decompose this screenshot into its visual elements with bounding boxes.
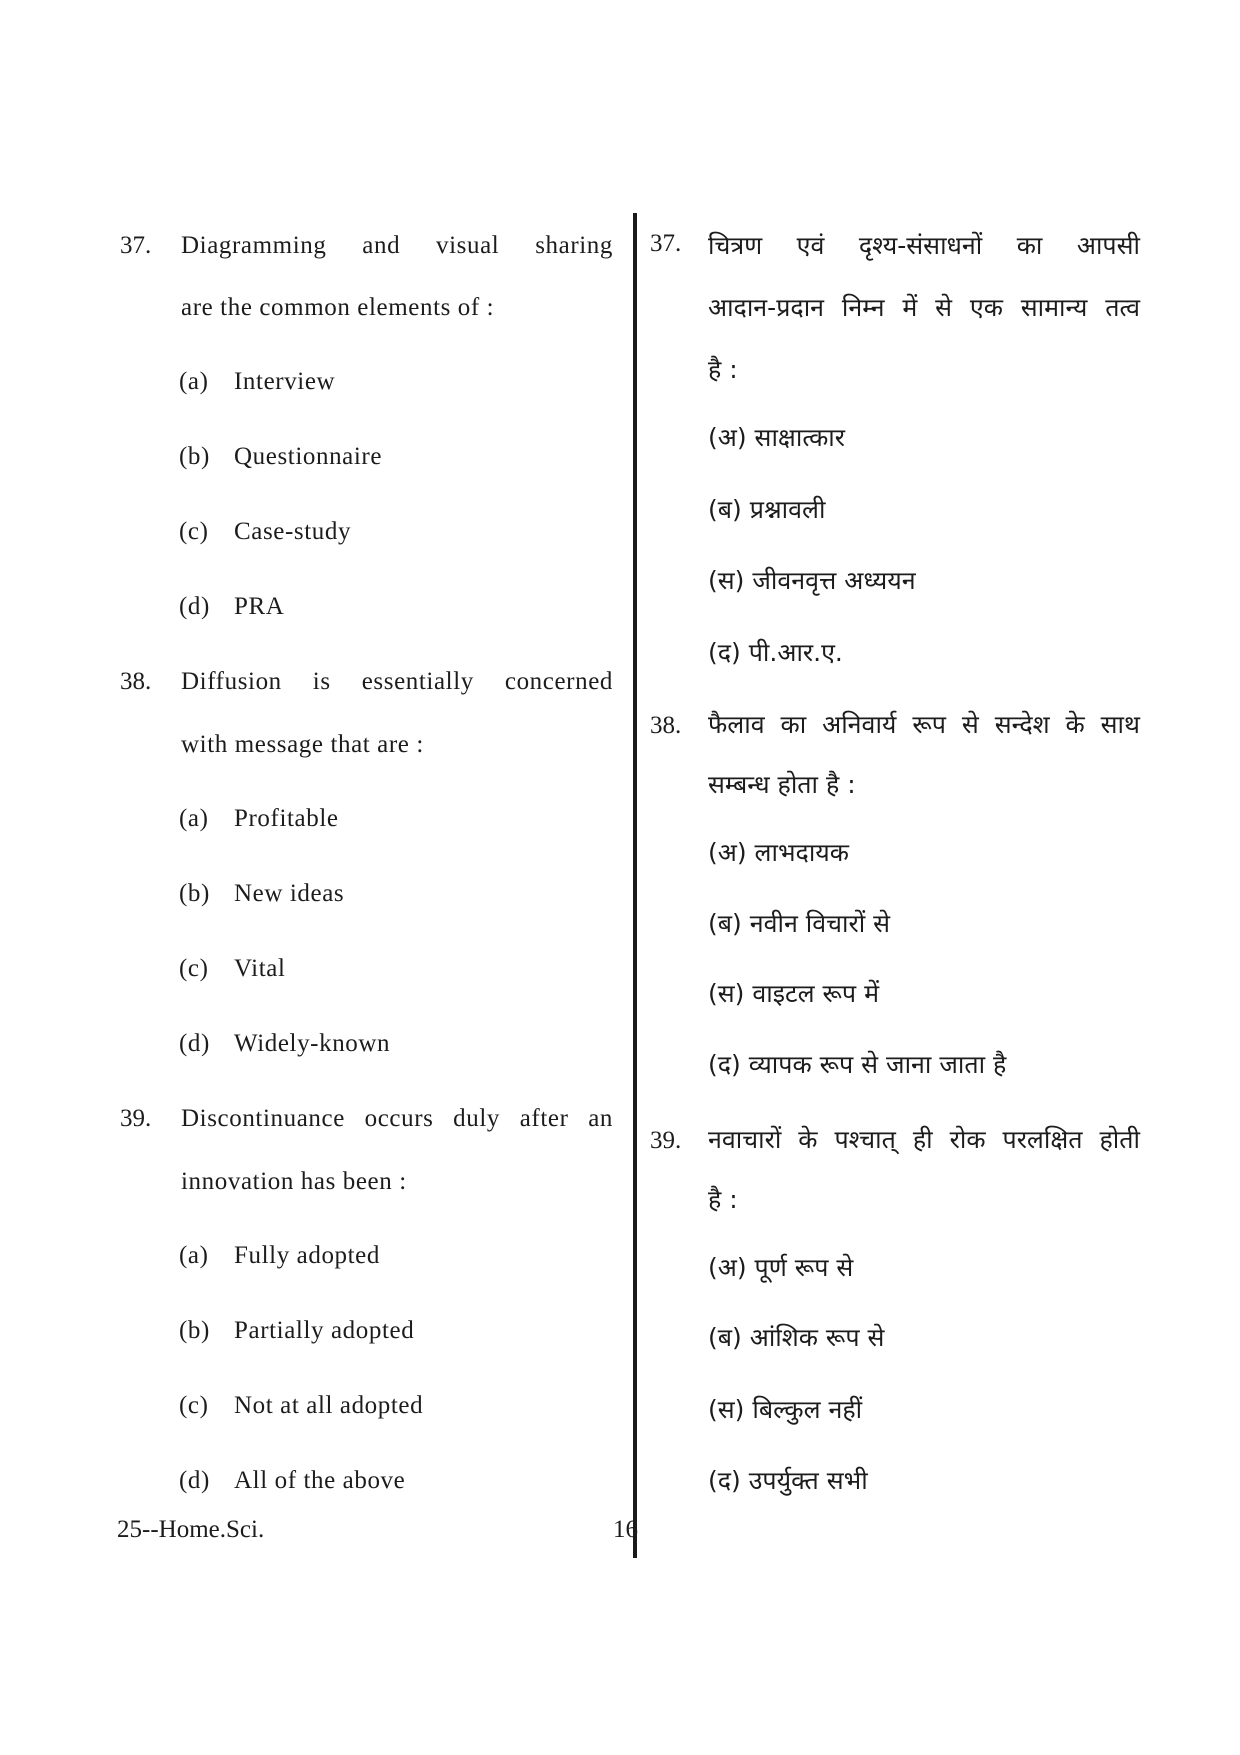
question-number: 37.: [120, 232, 152, 259]
option-b: (ब) आंशिक रूप से: [708, 1323, 885, 1352]
option-label: (b): [179, 880, 210, 907]
option-label: (c): [179, 518, 209, 545]
option-d: [179, 593, 284, 621]
option-b: [179, 443, 382, 471]
option-d: [179, 1467, 405, 1495]
option-a: (अ) साक्षात्कार: [708, 423, 845, 452]
option-label: (b): [179, 1317, 210, 1344]
option-label: (a): [179, 805, 209, 832]
option-label: (d): [179, 1030, 210, 1057]
question-stem-line: innovation has been :: [181, 1168, 407, 1195]
option-a: (अ) पूर्ण रूप से: [708, 1253, 854, 1282]
question-number: 37.: [650, 230, 682, 257]
column-divider: [633, 213, 637, 1558]
paper-code: 25--Home.Sci.: [117, 1516, 265, 1543]
question-stem-line: फैलाव का अनिवार्य रूप से सन्देश के साथ: [708, 710, 1140, 739]
option-a: [179, 805, 339, 833]
question-stem-line: आदान-प्रदान निम्न में से एक सामान्य तत्व: [708, 293, 1140, 322]
option-text: Vital: [234, 955, 286, 982]
option-text: All of the above: [234, 1467, 406, 1494]
option-label: (d): [179, 593, 210, 620]
option-text: Case-study: [234, 518, 352, 545]
option-a: [179, 368, 335, 396]
question-number: 38.: [120, 668, 152, 695]
option-text: Not at all adopted: [234, 1392, 424, 1419]
option-label: (d): [179, 1467, 210, 1494]
question-stem-line: Diffusion is essentially concerned: [181, 668, 613, 695]
question-stem-line: नवाचारों के पश्चात् ही रोक परलक्षित होती: [708, 1125, 1140, 1154]
option-a: [179, 1242, 380, 1270]
option-d: [179, 1030, 390, 1058]
option-d: (द) व्यापक रूप से जाना जाता है: [708, 1050, 1007, 1079]
option-a: (अ) लाभदायक: [708, 838, 850, 867]
option-text: Interview: [234, 368, 336, 395]
option-c: [179, 518, 351, 546]
option-text: Profitable: [234, 805, 339, 832]
option-b: [179, 1317, 414, 1345]
option-text: PRA: [234, 593, 285, 620]
question-stem-line: Discontinuance occurs duly after an: [181, 1105, 613, 1132]
question-stem-line: are the common elements of :: [181, 294, 495, 321]
question-stem-line: है :: [708, 1185, 738, 1214]
option-text: Widely-known: [234, 1030, 391, 1057]
question-number: 39.: [120, 1105, 152, 1132]
question-stem-line: चित्रण एवं दृश्य-संसाधनों का आपसी: [708, 231, 1140, 260]
option-label: (a): [179, 368, 209, 395]
page-number: 16: [613, 1516, 638, 1543]
option-label: (c): [179, 1392, 209, 1419]
question-number: 39.: [650, 1127, 682, 1154]
option-c: [179, 955, 286, 983]
option-b: (ब) नवीन विचारों से: [708, 909, 891, 938]
option-label: (c): [179, 955, 209, 982]
question-stem-line: with message that are :: [181, 731, 424, 758]
question-number: 38.: [650, 712, 682, 739]
question-stem-line: Diagramming and visual sharing: [181, 232, 613, 259]
option-c: (स) जीवनवृत्त अध्ययन: [708, 566, 916, 595]
option-text: Partially adopted: [234, 1317, 415, 1344]
option-b: (ब) प्रश्नावली: [708, 495, 826, 524]
option-text: Fully adopted: [234, 1242, 380, 1269]
question-stem-line: सम्बन्ध होता है :: [708, 770, 856, 799]
option-c: (स) वाइटल रूप में: [708, 979, 880, 1008]
option-text: New ideas: [234, 880, 345, 907]
option-b: [179, 880, 344, 908]
option-text: Questionnaire: [234, 443, 383, 470]
question-stem-line: है :: [708, 355, 738, 384]
option-c: (स) बिल्कुल नहीं: [708, 1395, 863, 1424]
option-label: (b): [179, 443, 210, 470]
option-d: (द) उपर्युक्त सभी: [708, 1466, 868, 1495]
option-c: [179, 1392, 423, 1420]
option-d: (द) पी.आर.ए.: [708, 638, 843, 667]
option-label: (a): [179, 1242, 209, 1269]
